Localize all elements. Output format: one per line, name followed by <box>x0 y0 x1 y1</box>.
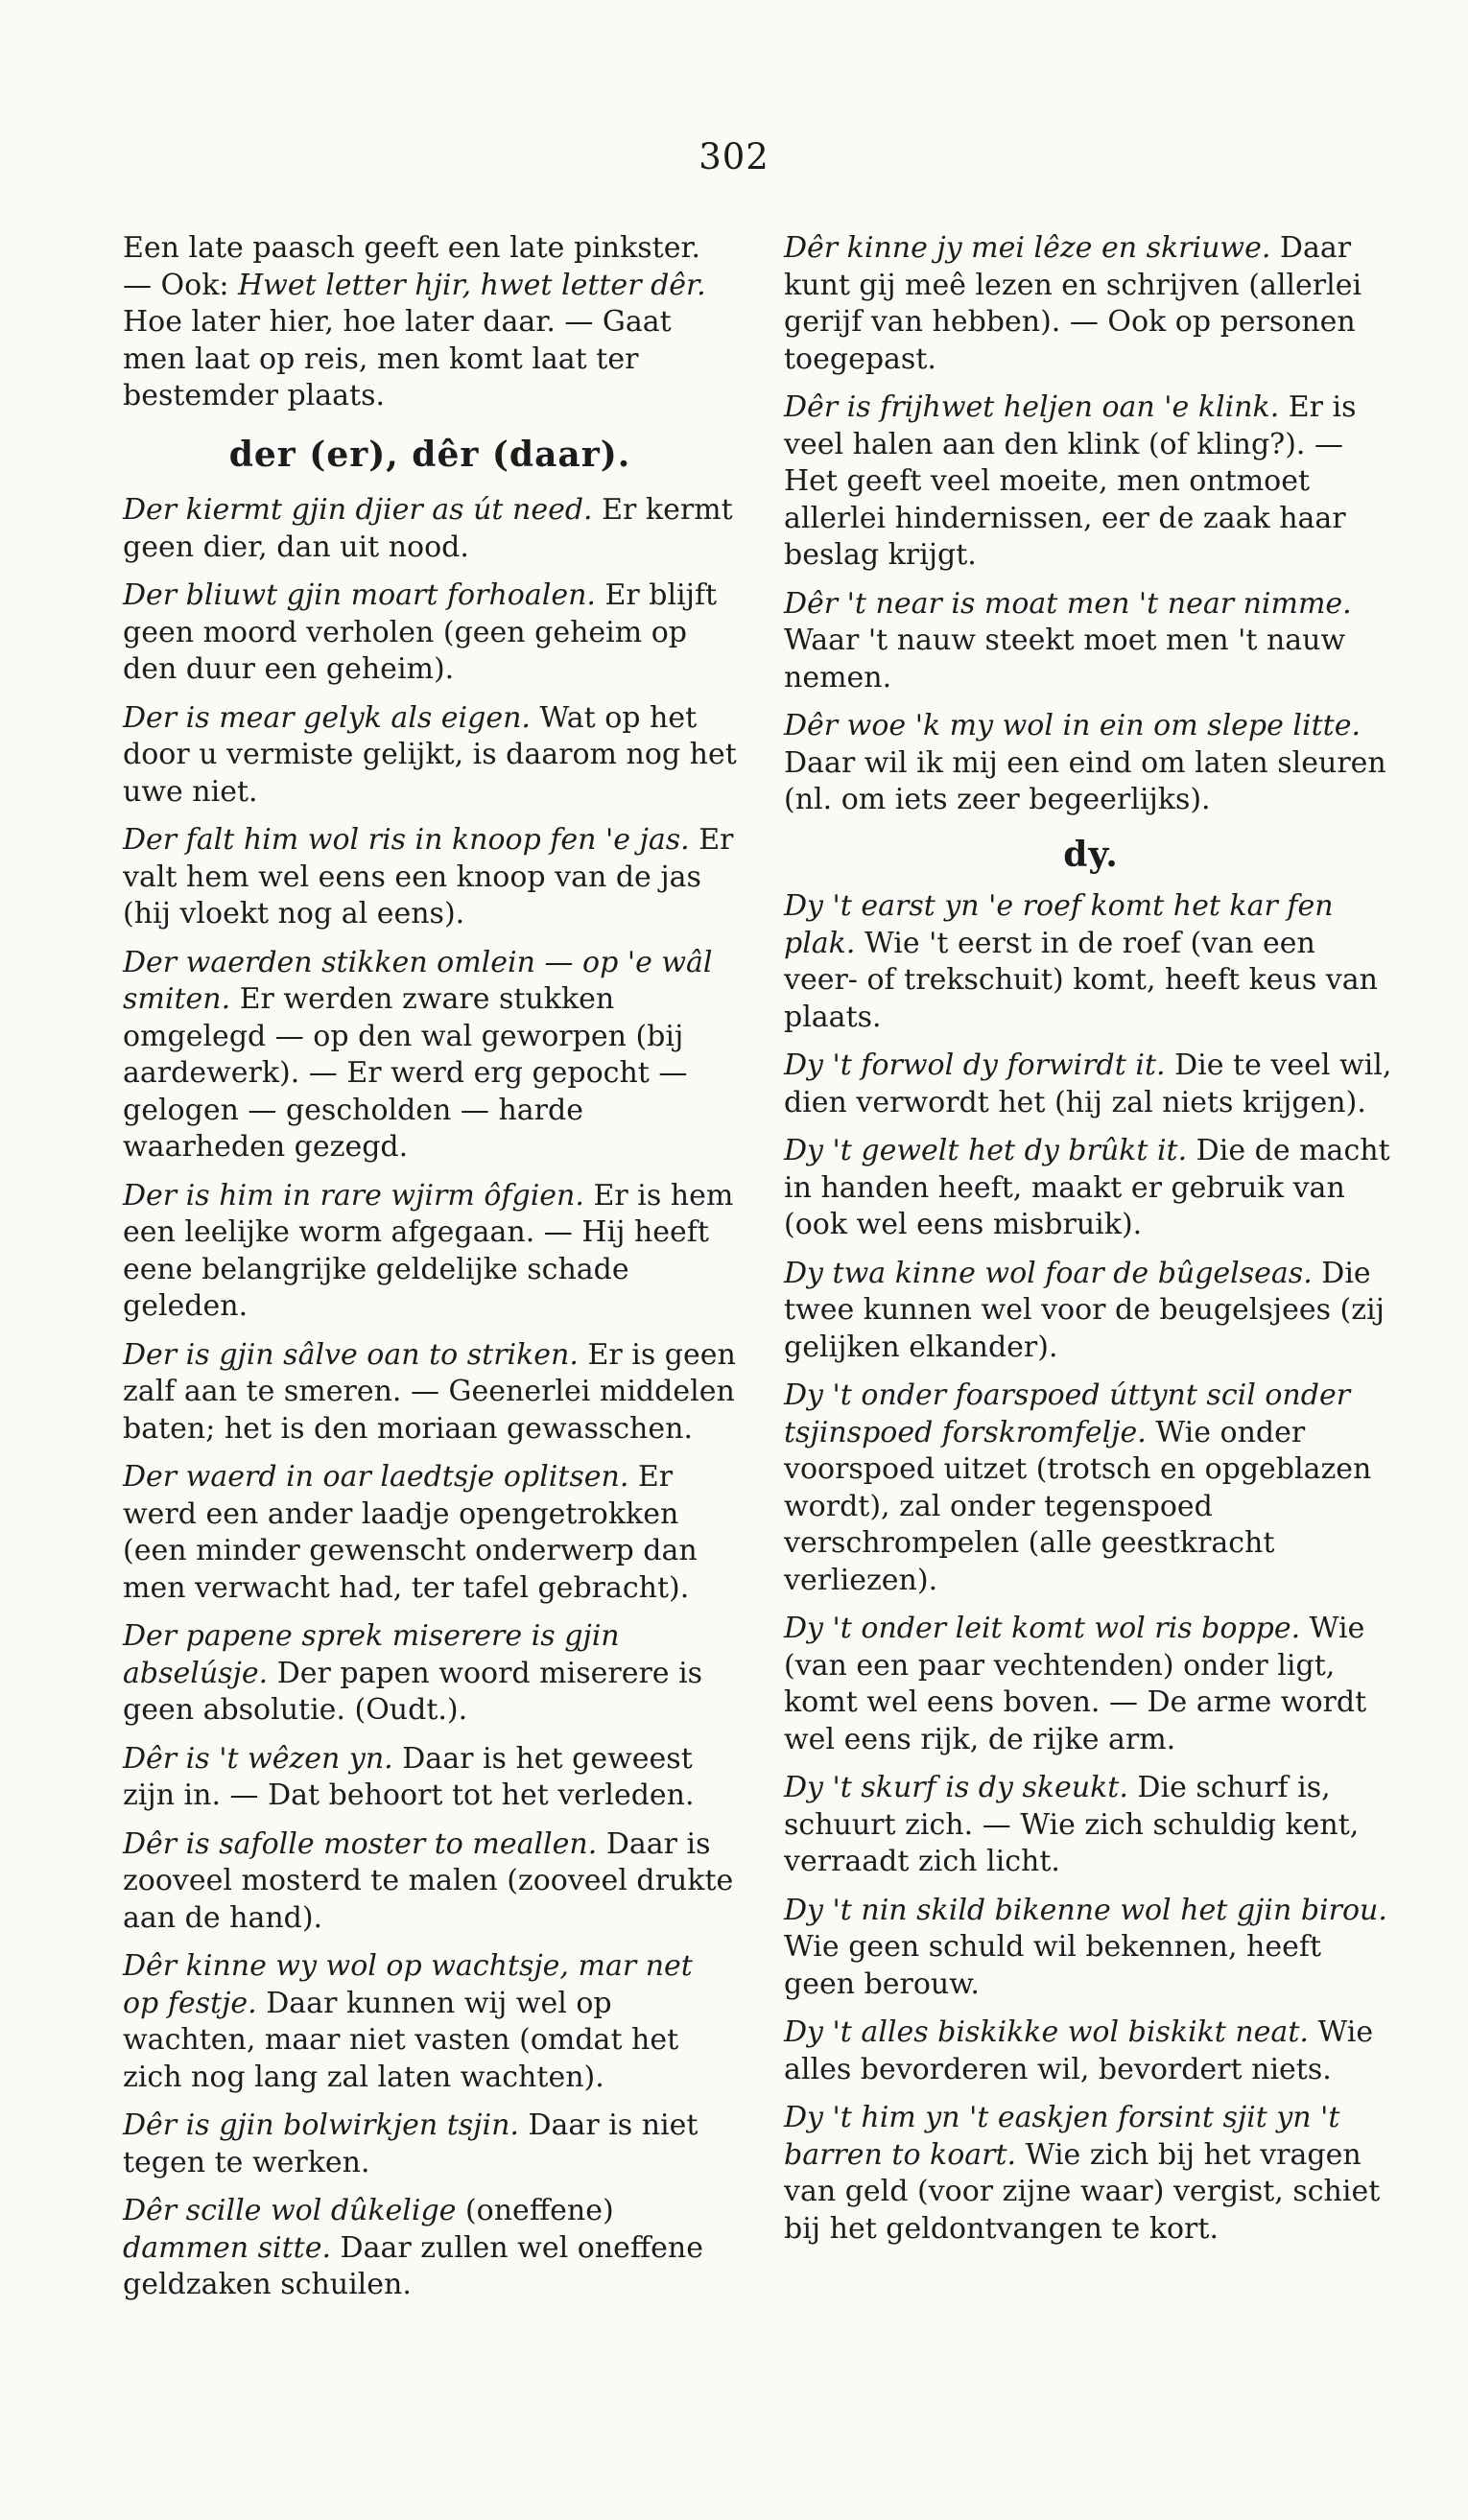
entry-dialect: Dêr 't near is moat men 't near nimme. <box>784 586 1352 621</box>
entry-dialect: Dêr is gjin bolwirkjen tsjin. <box>123 2108 519 2142</box>
entry <box>123 2193 737 2304</box>
entry <box>784 1611 1398 1758</box>
entry-dialect: Dy 't onder leit komt wol ris boppe. <box>784 1612 1301 1645</box>
entry-dialect: Dy twa kinne wol foar de bûgelseas. <box>784 1256 1313 1290</box>
entry <box>784 1893 1398 2004</box>
entry-dialect: Der bliuwt gjin moart forhoalen. <box>123 578 596 612</box>
entry-text: Daar kunt gij meê lezen en schrijven (allerlei gerijf van hebben). — Ook op personen toegepast. <box>784 231 1362 376</box>
entry-dialect: Der is gjin sâlve oan to striken. <box>123 1337 579 1372</box>
entry <box>784 2014 1398 2088</box>
entry-text: Wat op het door u vermiste gelijkt, is daarom nog het uwe niet. <box>123 700 737 809</box>
entry-text: Waar 't nauw steekt moet men 't nauw nemen. <box>784 624 1346 695</box>
left-entries <box>123 492 737 2304</box>
entry-dialect: Der waerden stikken omlein — op 'e wâl smiten. <box>123 945 713 1016</box>
entry <box>784 888 1398 1036</box>
entry <box>784 1770 1398 1881</box>
entry <box>123 1178 737 1326</box>
entry-dialect: Dêr woe 'k my wol in ein om slepe litte. <box>784 709 1361 742</box>
entry-text: Die twee kunnen wel voor de beugelsjees (zij gelijken elkander). <box>784 1256 1385 1364</box>
entry <box>123 492 737 566</box>
entry <box>123 1337 737 1448</box>
entry-text: Wie onder voorspoed uitzet (trotsch en opgeblazen wordt), zal onder tegenspoed verschrompelen (alle geestkracht verliezen). <box>784 1415 1372 1597</box>
entry-dialect: Der is him in rare wjirm ôfgien. <box>123 1178 584 1213</box>
entry <box>123 2108 737 2181</box>
entry-dialect: Dy 't onder foarspoed úttynt scil onder tsjinspoed forskromfelje. <box>784 1378 1351 1449</box>
entry <box>784 586 1398 697</box>
entry-text: Er blijft geen moord verholen (geen geheim op den duur een geheim). <box>123 578 718 686</box>
entry-dialect: dammen sitte. <box>123 2230 331 2265</box>
entry-dialect: Der is mear gelyk als eigen. <box>123 700 531 735</box>
entry-dialect: Dy 't forwol dy forwirdt it. <box>784 1048 1166 1082</box>
entry-text: Wie alles bevorderen wil, bevordert niets. <box>784 2015 1374 2086</box>
entry <box>123 1826 737 1938</box>
entry-text: Er werden zware stukken omgelegd — op den wal geworpen (bij aardewerk). — Er werd erg gepocht — gelogen — gescholden — harde waarheden gezegd. <box>123 982 688 1164</box>
page-number: 302 <box>698 136 770 177</box>
entry-text: Hoe later hier, hoe later daar. — Gaat men laat op reis, men komt laat ter bestemder plaats. <box>123 305 672 412</box>
entry-dialect: Dy 't him yn 't easkjen forsint sjit yn 't barren to koart. <box>784 2101 1340 2172</box>
section-heading-dy: dy. <box>1063 834 1119 875</box>
entry-text: Er valt hem wel eens een knoop van de jas (hij vloekt nog al eens). <box>123 823 734 930</box>
entry-text: Er is hem een leelijke worm afgegaan. — Hij heeft eene belangrijke geldelijke schade geleden. <box>123 1178 734 1323</box>
entry-text: Er is veel halen aan den klink (of kling?). — Het geeft veel moeite, men ontmoet allerlei hindernissen, eer de zaak haar beslag krijgt. <box>784 390 1357 572</box>
entry <box>784 708 1398 819</box>
entry <box>123 1618 737 1730</box>
entry <box>784 1256 1398 1367</box>
entry-text: Die te veel wil, dien verwordt het (hij zal niets krijgen). <box>784 1048 1392 1119</box>
entry-dialect: Der falt him wol ris in knoop fen 'e jas. <box>123 823 690 857</box>
entry-dialect: Dêr kinne wy wol op wachtsje, mar net op festje. <box>123 1949 693 2020</box>
entry <box>123 822 737 933</box>
left-column <box>123 230 737 2316</box>
entry-text: Wie 't eerst in de roef (van een veer- of trekschuit) komt, heeft keus van plaats. <box>784 926 1378 1034</box>
entry-text: Die schurf is, schuurt zich. — Wie zich schuldig kent, verraadt zich licht. <box>784 1771 1360 1878</box>
entry <box>123 1459 737 1607</box>
entry-dialect: Der waerd in oar laedtsje oplitsen. <box>123 1460 629 1494</box>
entry-text: Daar kunnen wij wel op wachten, maar niet vasten (omdat het zich nog lang zal laten wachten). <box>123 1986 679 2094</box>
entry-text: Er werd een ander laadje opengetrokken (een minder gewenscht onderwerp dan men verwacht had, ter tafel gebracht). <box>123 1460 698 1605</box>
entry-text: Wie zich bij het vragen van geld (voor zijne waar) vergist, schiet bij het geldontvangen te kort. <box>784 2137 1381 2246</box>
right-top-entries <box>784 230 1398 819</box>
entry-text: (oneffene) <box>456 2194 614 2227</box>
entry-text: Daar wil ik mij een eind om laten sleuren (nl. om iets zeer begeerlijks). <box>784 745 1386 816</box>
entry-dialect: Hwet letter hjir, hwet letter dêr. <box>238 268 706 302</box>
entry-dialect: Dy 't gewelt het dy brûkt it. <box>784 1134 1188 1167</box>
entry <box>123 1741 737 1815</box>
right-column <box>784 230 1398 2259</box>
entry <box>123 700 737 812</box>
entry <box>123 945 737 1166</box>
entry <box>784 1133 1398 1244</box>
entry-dialect: Dy 't alles biskikke wol biskikt neat. <box>784 2015 1309 2049</box>
entry <box>123 577 737 689</box>
entry-dialect: Dy 't skurf is dy skeukt. <box>784 1771 1128 1804</box>
entry <box>784 230 1398 378</box>
entry-dialect: Dêr scille wol dûkelige <box>123 2194 457 2227</box>
entry <box>784 1048 1398 1121</box>
entry-dialect: Dêr is safolle moster to meallen. <box>123 1826 598 1861</box>
entry-dialect: Dy 't earst yn 'e roef komt het kar fen plak. <box>784 889 1334 960</box>
entry-text: Daar is niet tegen te werken. <box>123 2108 698 2179</box>
entry-dialect: Dêr is 't wêzen yn. <box>123 1741 393 1776</box>
entry-text: Die de macht in handen heeft, maakt er gebruik van (ook wel eens misbruik). <box>784 1134 1390 1241</box>
entry-text: Daar is het geweest zijn in. — Dat behoort tot het verleden. <box>123 1741 695 1812</box>
section-heading-der: der (er), dêr (daar). <box>228 434 631 475</box>
entry-dialect: Der papene sprek miserere is gjin abselúsje. <box>123 1619 620 1690</box>
entry-text: Der papen woord miserere is geen absolutie. (Oudt.). <box>123 1656 703 1727</box>
entry-text: Er kermt geen dier, dan uit nood. <box>123 493 733 564</box>
entry-dialect: Der kiermt gjin djier as út need. <box>123 493 593 527</box>
entry <box>784 2100 1398 2248</box>
entry-text: Een late paasch geeft een late pinkster. — Ook: <box>123 231 701 302</box>
entry-dialect: Dêr is frijhwet heljen oan 'e klink. <box>784 390 1280 424</box>
entry-text: Daar is zooveel mosterd te malen (zooveel drukte aan de hand). <box>123 1826 734 1935</box>
entry <box>784 1378 1398 1599</box>
entry-text: Er is geen zalf aan te smeren. — Geenerlei middelen baten; het is den moriaan gewasschen. <box>123 1337 736 1446</box>
entry-dialect: Dêr kinne jy mei lêze en skriuwe. <box>784 231 1271 265</box>
intro-paragraph <box>123 230 737 415</box>
right-entries <box>784 888 1398 2248</box>
entry <box>123 1948 737 2096</box>
entry-text: Wie (van een paar vechtenden) onder ligt, komt wel eens boven. — De arme wordt wel eens rijk, de rijke arm. <box>784 1612 1367 1756</box>
entry-dialect: Dy 't nin skild bikenne wol het gjin birou. <box>784 1893 1387 1927</box>
entry <box>784 389 1398 575</box>
entry-text: Wie geen schuld wil bekennen, heeft geen berouw. <box>784 1930 1322 2001</box>
entry-text: Daar zullen wel oneffene geldzaken schuilen. <box>123 2230 704 2301</box>
